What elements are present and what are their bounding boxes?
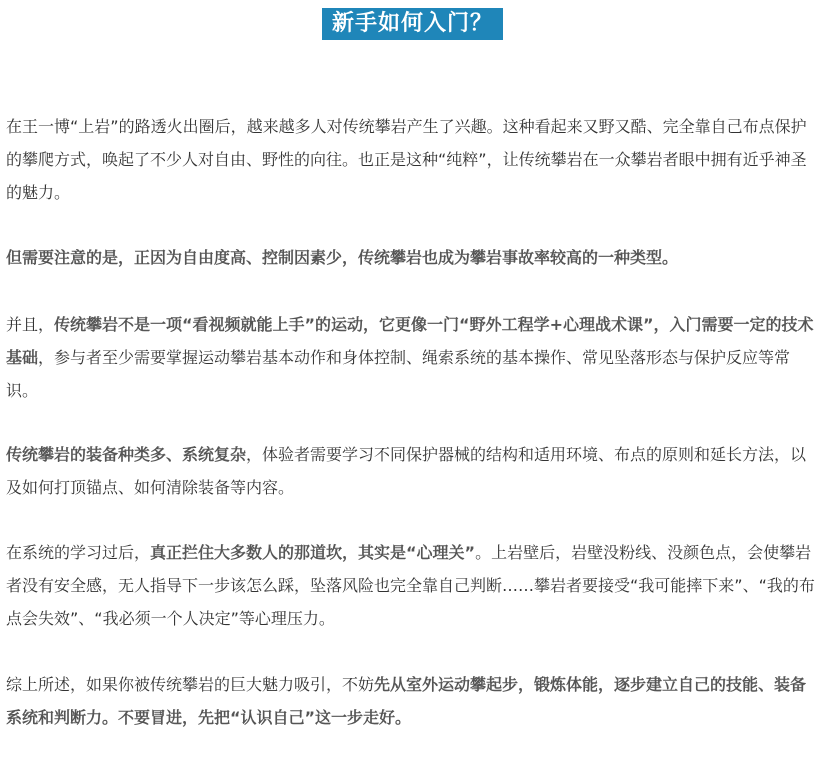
- paragraph-4-emphasis: 传统攀岩的装备种类多、系统复杂: [6, 445, 247, 464]
- paragraph-6-emphasis: 先从室外运动攀起步，锻炼体能，逐步建立自己的技能、装备系统和判断力。不要冒进，先把“认识自己”这一步走好。: [6, 675, 807, 727]
- paragraph-6-lead: 综上所述，如果你被传统攀岩的巨大魅力吸引，不妨: [6, 675, 375, 694]
- article-title: 新手如何入门？: [322, 8, 503, 40]
- paragraph-4: [6, 438, 821, 504]
- paragraph-3-lead: 并且，: [6, 315, 55, 334]
- paragraph-5-lead: 在系统的学习过后，: [6, 543, 151, 562]
- paragraph-1: 在王一博“上岩”的路透火出圈后，越来越多人对传统攀岩产生了兴趣。这种看起来又野又酷、完全靠自己布点保护的攀爬方式，唤起了不少人对自由、野性的向往。也正是这种“纯粹”，让传统攀岩在一众攀岩者眼中拥有近乎神圣的魅力。: [6, 117, 807, 202]
- paragraph-3: [6, 308, 821, 407]
- paragraph-5-rest: 。上岩壁后，岩壁没粉线、没颜色点，会使攀岩者没有安全感，无人指导下一步该怎么踩，坠落风险也完全靠自己判断……攀岩者要接受“我可能摔下来”、“我的布点会失效”、“我必须一个人决定”等心理压力。: [6, 543, 815, 628]
- paragraph-2: 但需要注意的是，正因为自由度高、控制因素少，传统攀岩也成为攀岩事故率较高的一种类型。: [6, 248, 679, 267]
- paragraph-3-emphasis: 传统攀岩不是一项“看视频就能上手”的运动，它更像一门“野外工程学+心理战术课”，入门需要一定的技术基础: [6, 315, 814, 367]
- paragraph-6: [6, 668, 821, 734]
- paragraph-5: [6, 536, 821, 635]
- title-bar: [0, 8, 825, 40]
- paragraph-5-emphasis: 真正拦住大多数人的那道坎，其实是“心理关”: [150, 543, 476, 562]
- paragraph-4-rest: ，体验者需要学习不同保护器械的结构和适用环境、布点的原则和延长方法，以及如何打顶锚点、如何清除装备等内容。: [6, 445, 807, 497]
- paragraph-3-rest: ，参与者至少需要掌握运动攀岩基本动作和身体控制、绳索系统的基本操作、常见坠落形态与保护反应等常识。: [6, 348, 791, 400]
